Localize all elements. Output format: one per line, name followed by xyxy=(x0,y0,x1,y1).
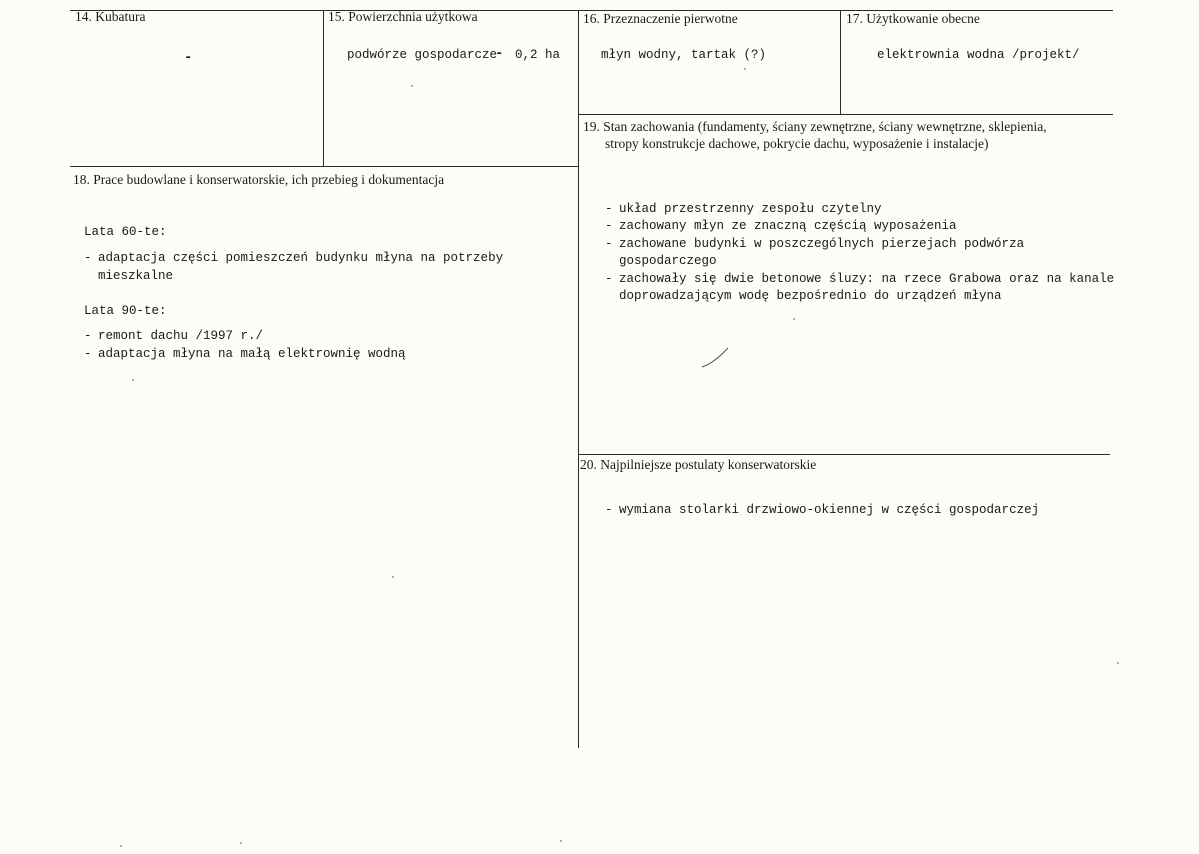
rule-above-20 xyxy=(578,454,1110,455)
paper-speck xyxy=(120,845,122,847)
field-18-bullet: - xyxy=(84,329,92,343)
field-20-item: wymiana stolarki drzwiowo-okiennej w części gospodarczej xyxy=(619,503,1040,517)
field-15-value-dash: - xyxy=(495,46,504,62)
field-14-label: 14. Kubatura xyxy=(75,9,146,24)
rule-under-16-17 xyxy=(578,114,1113,115)
field-17-label: 17. Użytkowanie obecne xyxy=(846,11,980,26)
field-18-item: adaptacja części pomieszczeń budynku młyna na potrzeby xyxy=(98,251,504,265)
field-15-value-area: 0,2 ha xyxy=(515,48,561,62)
paper-speck xyxy=(392,576,394,578)
pencil-tick-mark xyxy=(700,345,732,371)
field-19-bullet: - xyxy=(605,219,613,233)
field-18-bullet: - xyxy=(84,347,92,361)
paper-speck xyxy=(132,379,134,381)
field-19-label-line2: stropy konstrukcje dachowe, pokrycie dachu, wyposażenie i instalacje) xyxy=(605,136,989,151)
field-18-period-1: Lata 60-te: xyxy=(84,225,167,239)
divider-16-17 xyxy=(840,10,841,114)
paper-speck xyxy=(411,85,413,87)
field-20-label: 20. Najpilniejsze postulaty konserwatorskie xyxy=(580,457,817,472)
field-16-label: 16. Przeznaczenie pierwotne xyxy=(583,11,738,26)
field-19-bullet: - xyxy=(605,237,613,251)
field-19-item: zachowały się dwie betonowe śluzy: na rzece Grabowa oraz na kanale xyxy=(619,272,1115,286)
field-19-item: zachowany młyn ze znaczną częścią wyposażenia xyxy=(619,219,957,233)
divider-14-15 xyxy=(323,10,324,166)
field-17-value: elektrownia wodna /projekt/ xyxy=(877,48,1080,62)
paper-speck xyxy=(1117,662,1119,664)
field-19-item-cont: doprowadzającym wodę bezpośrednio do urządzeń młyna xyxy=(619,289,1002,303)
field-19-label-line1: 19. Stan zachowania (fundamenty, ściany zewnętrzne, ściany wewnętrzne, sklepienia, xyxy=(583,119,1047,134)
field-18-item: remont dachu /1997 r./ xyxy=(98,329,264,343)
paper-speck xyxy=(793,318,795,320)
paper-speck xyxy=(560,840,562,842)
field-18-bullet: - xyxy=(84,251,92,265)
field-18-period-2: Lata 90-te: xyxy=(84,304,167,318)
field-19-item-cont: gospodarczego xyxy=(619,254,717,268)
field-19-bullet: - xyxy=(605,272,613,286)
field-19-item: układ przestrzenny zespołu czytelny xyxy=(619,202,882,216)
rule-under-14-15 xyxy=(70,166,578,167)
field-19-bullet: - xyxy=(605,202,613,216)
field-20-bullet: - xyxy=(605,503,613,517)
field-14-value: - xyxy=(184,50,193,66)
field-18-label: 18. Prace budowlane i konserwatorskie, ich przebieg i dokumentacja xyxy=(73,172,445,187)
field-18-item-cont: mieszkalne xyxy=(98,269,174,283)
paper-speck xyxy=(744,68,746,70)
paper-speck xyxy=(240,842,242,844)
field-15-label: 15. Powierzchnia użytkowa xyxy=(328,9,478,24)
field-15-value-name: podwórze gospodarcze xyxy=(347,48,498,62)
field-16-value: młyn wodny, tartak (?) xyxy=(601,48,767,62)
divider-15-16 xyxy=(578,10,579,748)
field-18-item: adaptacja młyna na małą elektrownię wodną xyxy=(98,347,406,361)
field-19-item: zachowane budynki w poszczególnych pierzejach podwórza xyxy=(619,237,1025,251)
